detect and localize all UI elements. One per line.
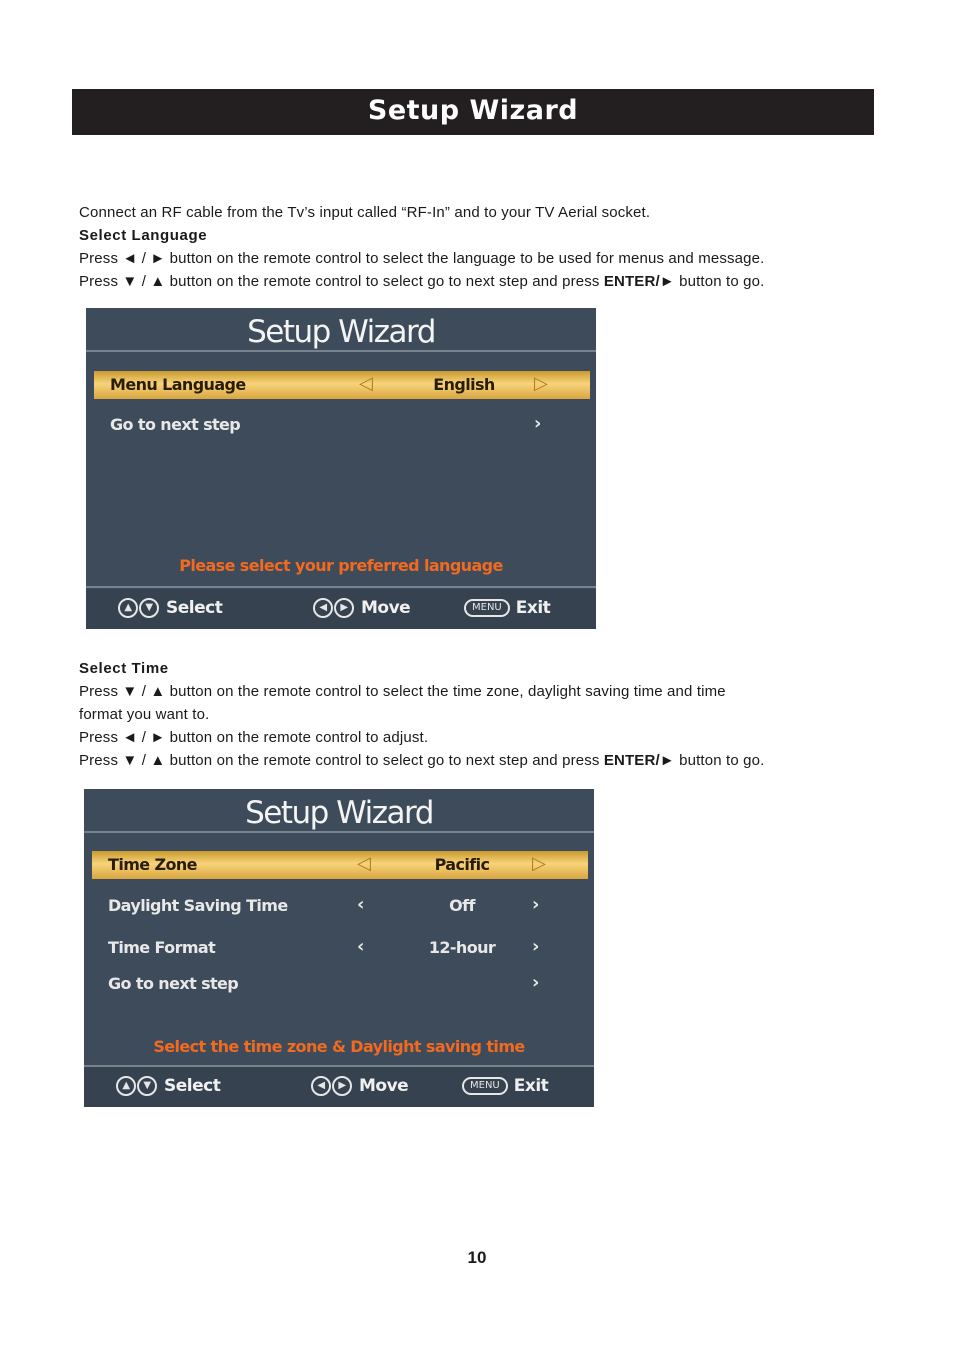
time-instruction-4 (79, 751, 764, 771)
arrow-right-icon[interactable]: ▷ (532, 853, 546, 874)
down-icon: ▼ (137, 1076, 157, 1096)
chevron-right-icon[interactable]: › (532, 894, 539, 915)
chevron-left-icon[interactable]: ‹ (357, 936, 364, 957)
footer-exit-label: Exit (513, 1076, 549, 1096)
instruction-text: Press ▼ / ▲ button on the remote control to select go to next step and press (79, 752, 604, 769)
footer-move (313, 598, 410, 618)
time-heading: Select Time (79, 660, 169, 677)
chevron-right-icon: › (532, 972, 539, 993)
instruction-text: button to go. (674, 752, 765, 769)
instruction-text: Press ▼ / ▲ button on the remote control to select go to next step and press (79, 273, 604, 290)
chevron-right-icon[interactable]: › (532, 936, 539, 957)
arrow-left-icon[interactable]: ◁ (357, 853, 371, 874)
footer-select (116, 1076, 220, 1096)
language-heading: Select Language (79, 227, 208, 244)
language-instruction-1: Press ◄ / ► button on the remote control to select the language to be used for menus and message. (79, 250, 765, 267)
go-to-next-step-row[interactable] (94, 411, 590, 439)
left-icon: ◀ (311, 1076, 331, 1096)
osd-divider (86, 586, 596, 588)
footer-select-label: Select (166, 598, 223, 618)
page-number: 10 (467, 1248, 487, 1267)
chevron-left-icon[interactable]: ‹ (357, 894, 364, 915)
footer-exit (464, 598, 550, 618)
footer-move-label: Move (359, 1076, 409, 1096)
row-label: Go to next step (110, 415, 241, 434)
arrow-right-icon[interactable]: ▷ (534, 373, 548, 394)
time-format-row[interactable] (92, 934, 588, 962)
chevron-right-icon: › (534, 413, 541, 434)
osd-hint: Select the time zone & Daylight saving time (153, 1037, 525, 1056)
row-label: Menu Language (110, 375, 246, 394)
footer-exit (462, 1076, 548, 1096)
menu-key-icon: MENU (464, 599, 510, 617)
daylight-saving-time-row[interactable] (92, 892, 588, 920)
row-label: Go to next step (108, 974, 239, 993)
enter-key-text: ENTER/► (603, 752, 675, 769)
enter-key-text: ENTER/► (603, 273, 675, 290)
footer-select-label: Select (164, 1076, 221, 1096)
arrow-left-icon[interactable]: ◁ (359, 373, 373, 394)
setup-wizard-language-screen (86, 308, 596, 629)
intro-text: Connect an RF cable from the Tv’s input called “RF-In” and to your TV Aerial socket. (79, 204, 651, 221)
right-icon: ▶ (332, 1076, 352, 1096)
footer-move-label: Move (361, 598, 411, 618)
osd-title: Setup Wizard (245, 795, 433, 831)
up-icon: ▲ (116, 1076, 136, 1096)
time-instruction-3: Press ◄ / ► button on the remote control to adjust. (79, 729, 429, 746)
footer-select (118, 598, 222, 618)
time-zone-row[interactable] (92, 851, 588, 879)
row-label: Time Format (108, 938, 216, 957)
row-value: Off (449, 896, 475, 915)
menu-language-row[interactable] (94, 371, 590, 399)
page-title: Setup Wizard (367, 95, 579, 126)
row-label: Daylight Saving Time (108, 896, 288, 915)
row-value: English (433, 375, 495, 394)
osd-divider (86, 350, 596, 352)
osd-footer (86, 589, 596, 629)
osd-footer (84, 1067, 594, 1107)
footer-move (311, 1076, 408, 1096)
go-to-next-step-row[interactable] (92, 970, 588, 998)
up-icon: ▲ (118, 598, 138, 618)
down-icon: ▼ (139, 598, 159, 618)
footer-exit-label: Exit (515, 598, 551, 618)
osd-hint: Please select your preferred language (179, 556, 503, 575)
instruction-text: button to go. (674, 273, 765, 290)
left-icon: ◀ (313, 598, 333, 618)
right-icon: ▶ (334, 598, 354, 618)
row-label: Time Zone (108, 855, 197, 874)
time-instruction-1: Press ▼ / ▲ button on the remote control to select the time zone, daylight saving time and time (79, 683, 726, 700)
osd-divider (84, 831, 594, 833)
setup-wizard-time-screen (84, 789, 594, 1107)
row-value: 12-hour (428, 938, 496, 957)
page-title-bar (72, 89, 874, 135)
row-value: Pacific (434, 855, 490, 874)
language-instruction-2 (79, 272, 764, 292)
time-instruction-2: format you want to. (79, 706, 210, 723)
menu-key-icon: MENU (462, 1077, 508, 1095)
osd-title: Setup Wizard (247, 314, 435, 350)
